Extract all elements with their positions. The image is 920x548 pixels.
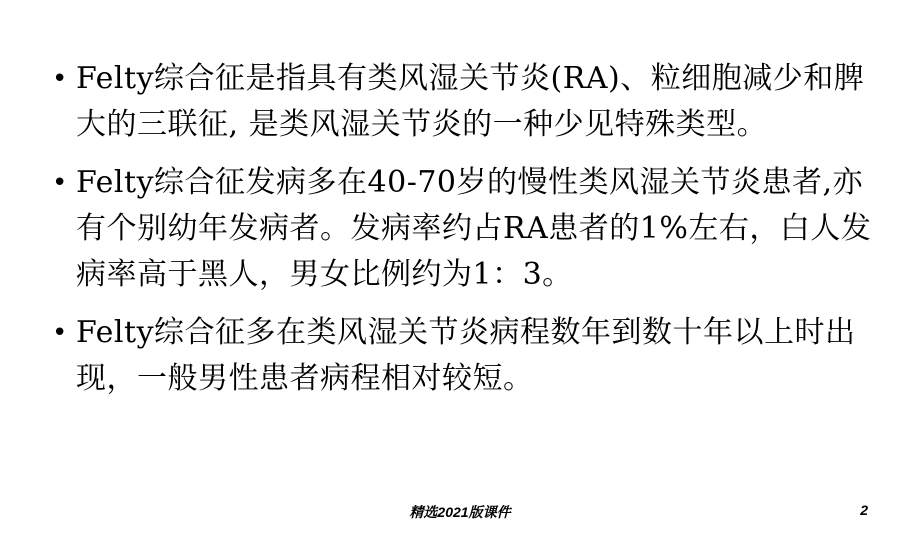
bullet-item-3 [44,310,884,402]
footer-title: 精选2021版课件 [409,504,511,520]
bullet-item-1 [44,56,884,148]
bullet-text-1: Felty综合征是指具有类风湿关节炎(RA)、粒细胞减少和脾大的三联征, 是类风湿关节炎的一种少见特殊类型。 [76,61,865,142]
bullet-dot-icon: • [52,318,68,348]
bullet-dot-icon: • [52,64,68,94]
bullet-text-2: Felty综合征发病多在40-70岁的慢性类风湿关节炎患者,亦有个别幼年发病者。发病率约占RA患者的1%左右，白人发病率高于黑人，男女比例约为1：3。 [76,165,872,292]
bullet-item-2 [44,160,884,298]
page-number: 2 [860,502,868,518]
bullet-dot-icon: • [52,168,68,198]
bullet-list [44,56,884,414]
bullet-text-3: Felty综合征多在类风湿关节炎病程数年到数十年以上时出现，一般男性患者病程相对较短。 [76,315,856,396]
